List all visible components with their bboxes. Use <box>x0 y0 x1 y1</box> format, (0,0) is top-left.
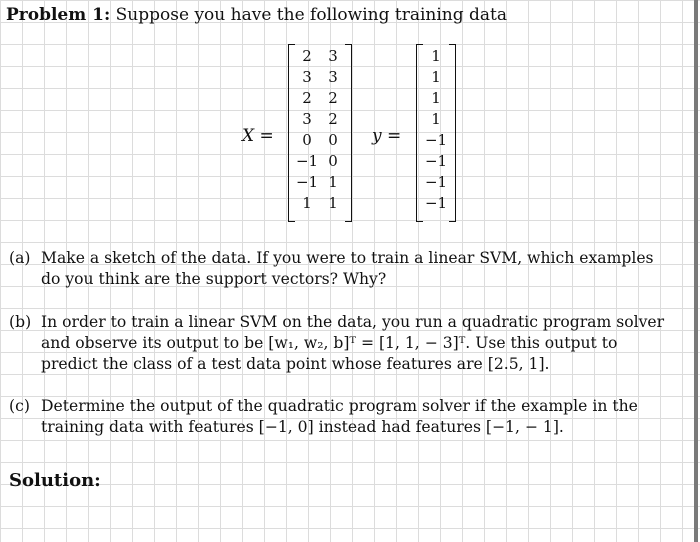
x-cell: 1 <box>302 194 312 212</box>
x-cell: 3 <box>302 68 312 86</box>
part-c <box>9 396 689 438</box>
part-b-line-3: predict the class of a test data point whose features are [2.5, 1]. <box>41 355 550 373</box>
problem-heading <box>6 5 507 25</box>
x-cell: 0 <box>328 131 338 149</box>
x-cell: 3 <box>302 110 312 128</box>
x-cell: 2 <box>302 89 312 107</box>
x-cell: 1 <box>328 173 338 191</box>
part-a <box>9 248 689 290</box>
y-cell: 1 <box>431 47 441 65</box>
y-cell: −1 <box>424 173 448 191</box>
y-cell: −1 <box>424 152 448 170</box>
x-cell: 3 <box>328 47 338 65</box>
x-cell: 0 <box>302 131 312 149</box>
x-matrix-grid <box>288 44 352 216</box>
part-c-line-1: Determine the output of the quadratic program solver if the example in the <box>41 397 638 415</box>
problem-label: Problem 1: <box>6 5 111 25</box>
part-b-tag: (b) <box>9 313 32 331</box>
x-matrix <box>288 44 352 222</box>
y-cell: 1 <box>431 89 441 107</box>
solution-heading: Solution: <box>9 470 101 491</box>
page-edge-bar <box>694 0 698 542</box>
y-cell: −1 <box>424 194 448 212</box>
x-cell: 2 <box>328 89 338 107</box>
part-c-line-2: training data with features [−1, 0] instead had features [−1, − 1]. <box>41 418 564 436</box>
x-cell: 1 <box>328 194 338 212</box>
part-c-tag: (c) <box>9 397 30 415</box>
part-b <box>9 312 689 375</box>
problem-statement: Suppose you have the following training data <box>115 5 508 25</box>
y-cell: −1 <box>424 131 448 149</box>
x-left-bracket <box>288 44 295 222</box>
part-b-line-1: In order to train a linear SVM on the data, you run a quadratic program solver <box>41 313 665 331</box>
y-vector <box>416 44 456 222</box>
y-vector-label: y = <box>372 126 402 146</box>
y-left-bracket <box>416 44 423 222</box>
part-b-line-2: and observe its output to be [w₁, w₂, b]ᵀ = [1, 1, − 3]ᵀ. Use this output to <box>41 334 618 352</box>
x-cell: 0 <box>328 152 338 170</box>
y-cell: 1 <box>431 110 441 128</box>
x-cell: 2 <box>328 110 338 128</box>
x-cell: 3 <box>328 68 338 86</box>
x-cell: −1 <box>295 173 319 191</box>
part-a-line-1: Make a sketch of the data. If you were to train a linear SVM, which examples <box>41 249 654 267</box>
y-cell: 1 <box>431 68 441 86</box>
x-cell: −1 <box>295 152 319 170</box>
part-a-line-2: do you think are the support vectors? Why? <box>41 270 387 288</box>
y-right-bracket <box>449 44 456 222</box>
part-a-tag: (a) <box>9 249 31 267</box>
x-cell: 2 <box>302 47 312 65</box>
x-right-bracket <box>345 44 352 222</box>
x-matrix-label: X = <box>242 126 274 146</box>
